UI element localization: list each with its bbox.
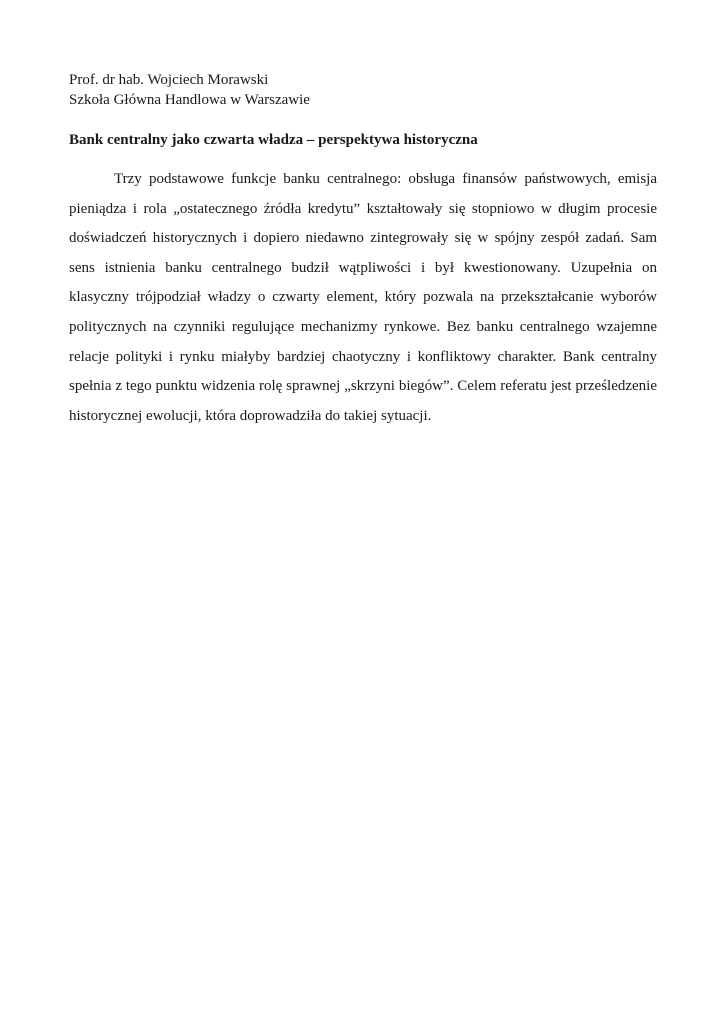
author-affiliation: Szkoła Główna Handlowa w Warszawie [69, 92, 310, 108]
document-title: Bank centralny jako czwarta władza – perspektywa historyczna [69, 132, 478, 148]
body-paragraph: Trzy podstawowe funkcje banku centralnego: obsługa finansów państwowych, emisja pieniądza i rola „ostatecznego źródła kredytu” kształtowały się stopniowo w długim procesie doświadczeń historycznych i dopiero niedawno zintegrowały się w spójny zespół zadań. Sam sens istnienia banku centralnego budził wątpliwości i był kwestionowany. Uzupełnia on klasyczny trójpodział władzy o czwarty element, który pozwala na przekształcanie wyborów politycznych na czynniki regulujące mechanizmy rynkowe. Bez banku centralnego wzajemne relacje polityki i rynku miałyby bardziej chaotyczny i konfliktowy charakter. Bank centralny spełnia z tego punktu widzenia rolę sprawnej „skrzyni biegów”. Celem referatu jest prześledzenie historycznej ewolucji, która doprowadziła do takiej sytuacji. [69, 171, 657, 424]
author-block [69, 70, 669, 110]
author-name: Prof. dr hab. Wojciech Morawski [69, 72, 269, 88]
